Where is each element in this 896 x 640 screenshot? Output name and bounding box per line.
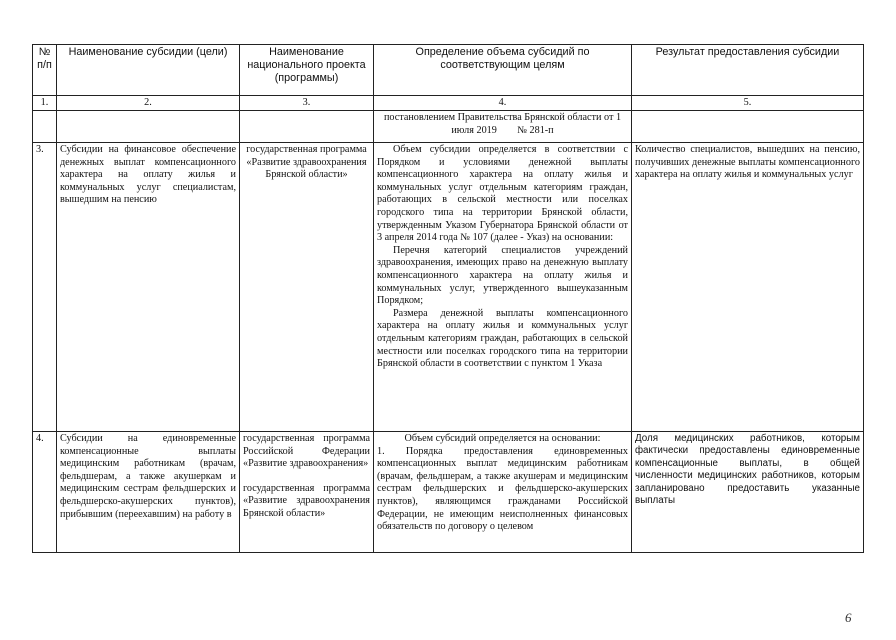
column-number-1: 1. — [33, 96, 57, 111]
row-number: 3. — [33, 143, 57, 432]
subsidy-table — [32, 44, 864, 553]
table-row — [33, 143, 864, 432]
definition-paragraph: 1. Порядка предоставления единовременных компенсационных выплат медицинским работникам (врачам, фельдшерам, а также акушерам и медицинским сестрам фельдшерских и фельдшерско-акушерских пунктов), являющимся гражданами Российской Федерации, не имеющим неисполненных финансовых обязательств по договору о целевом — [377, 445, 628, 533]
column-number-3: 3. — [240, 96, 374, 111]
definition-paragraph: Объем субсидии определяется в соответствии с Порядком и условиями денежной выплаты компенсационного характера на оплату жилья и коммунальных услуг отдельным категориям граждан, работающих в сельской местности или поселках городского типа на территории Брянской области, утвержденным Указом Губернатора Брянской области от 3 апреля 2014 года № 107 (далее - Указ) на основании: — [377, 144, 628, 244]
column-number-2: 2. — [57, 96, 240, 111]
project-name — [240, 432, 374, 553]
header-number: № п/п — [33, 45, 57, 96]
volume-definition — [374, 432, 632, 553]
row-number: 4. — [33, 432, 57, 553]
column-number-4: 4. — [374, 96, 632, 111]
continuation-row — [33, 111, 864, 143]
table-header-row — [33, 45, 864, 96]
definition-paragraph: Объем субсидий определяется на основании: — [404, 433, 601, 444]
subsidy-name: Субсидии на единовременные компенсационные выплаты медицинским работникам (врачам, фельдшерам, а также акушеркам и медицинским сестрам фельдшерских и фельдшерско-акушерских пунктов), прибывшим (переехавшим) на работу в — [57, 432, 240, 553]
definition-paragraph: Размера денежной выплаты компенсационного характера на оплату жилья и коммунальных услуг отдельным категориям граждан, работающих в сельской местности или поселках городского типа на территории Брянской области в соответствии с пунктом 1 Указа — [377, 307, 628, 370]
project-paragraph: государственная программа Российской Федерации «Развитие здравоохранения» — [243, 433, 370, 470]
header-project-name: Наименование национального проекта (программы) — [240, 45, 374, 96]
subsidy-name: Субсидии на финансовое обеспечение денежных выплат компенсационного характера на оплату жилья и коммунальных услуг специалистам, вышедшим на пенсию — [57, 143, 240, 432]
header-result: Результат предоставления субсидии — [632, 45, 864, 96]
subsidy-result: Доля медицинских работников, которым фактически предоставлены единовременные компенсационные выплаты, в общей численности медицинских работников, которым запланировано предоставить указанные выплаты — [632, 432, 864, 553]
definition-paragraph: Перечня категорий специалистов учреждений здравоохранения, имеющих право на денежную выплату компенсационного характера на оплату жилья и коммунальных услуг, утвержденного вышеуказанным Порядком; — [377, 244, 628, 307]
column-number-5: 5. — [632, 96, 864, 111]
page-number: 6 — [845, 610, 852, 625]
project-name: государственная программа «Развитие здравоохранения Брянской области» — [240, 143, 374, 432]
volume-definition — [374, 143, 632, 432]
header-volume-definition: Определение объема субсидий по соответствующим целям — [374, 45, 632, 96]
table-row — [33, 432, 864, 553]
project-paragraph: государственная программа «Развитие здравоохранения Брянской области» — [243, 482, 370, 519]
continuation-text: постановлением Правительства Брянской области от 1 июля 2019 № 281-п — [374, 111, 632, 143]
column-numbering-row — [33, 96, 864, 111]
header-subsidy-name: Наименование субсидии (цели) — [57, 45, 240, 96]
subsidy-result: Количество специалистов, вышедших на пенсию, получивших денежные выплаты компенсационного характера на оплату жилья и коммунальных услуг — [632, 143, 864, 432]
